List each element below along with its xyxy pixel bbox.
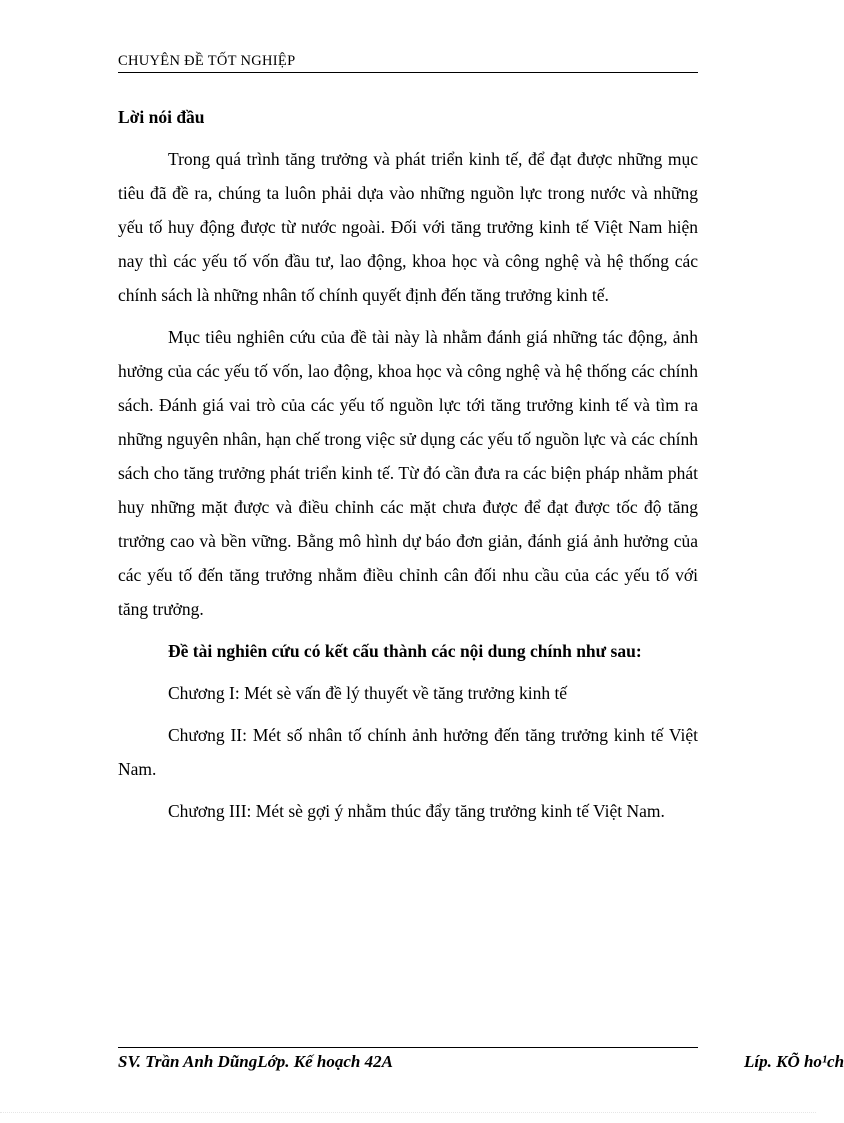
chapter-item: Chương I: Mét sè vấn đề lý thuyết về tăng trưởng kinh tế <box>168 683 568 703</box>
footer-class-label: Líp. KÕ ho¹ch <box>744 1052 844 1071</box>
page-bottom-border <box>0 1112 816 1113</box>
footer-author-class: SV. Trần Anh DũngLớp. Kế hoạch 42A <box>118 1052 393 1071</box>
paragraph-objective: Mục tiêu nghiên cứu của đề tài này là nhằm đánh giá những tác động, ảnh hưởng của các yếu tố vốn, lao động, khoa học và công nghệ và hệ thống các chính sách. Đánh giá vai trò của các yếu tố nguồn lực tới tăng trưởng kinh tế và tìm ra những nguyên nhân, hạn chế trong việc sử dụng các yếu tố nguồn lực và các chính sách cho tăng trưởng phát triển kinh tế. Từ đó cần đưa ra các biện pháp nhằm phát huy những mặt được và điều chỉnh các mặt chưa được để đạt được tốc độ tăng trưởng cao và bền vững. Bằng mô hình dự báo đơn giản, đánh giá ảnh hưởng của các yếu tố đến tăng trưởng nhằm điều chỉnh cân đối nhu cầu của các yếu tố với tăng trưởng. <box>118 327 698 619</box>
page-header-title: CHUYÊN ĐỀ TỐT NGHIỆP <box>118 53 296 69</box>
document-body <box>118 100 698 828</box>
header-rule <box>118 72 698 73</box>
chapter-item: Chương II: Mét số nhân tố chính ảnh hưởng đến tăng trưởng kinh tế Việt Nam. <box>118 725 698 779</box>
footer-rule <box>118 1047 698 1048</box>
chapter-item: Chương III: Mét sè gợi ý nhằm thúc đẩy tăng trưởng kinh tế Việt Nam. <box>168 801 665 821</box>
structure-intro: Đề tài nghiên cứu có kết cấu thành các nội dung chính như sau: <box>168 641 642 661</box>
paragraph-intro: Trong quá trình tăng trưởng và phát triển kinh tế, để đạt được những mục tiêu đã đề ra, chúng ta luôn phải dựa vào những nguồn lực trong nước và những yếu tố huy động được từ nước ngoài. Đối với tăng trưởng kinh tế Việt Nam hiện nay thì các yếu tố vốn đầu tư, lao động, khoa học và công nghệ và hệ thống các chính sách là những nhân tố chính quyết định đến tăng trưởng kinh tế. <box>118 149 698 305</box>
document-heading: Lời nói đầu <box>118 107 205 127</box>
